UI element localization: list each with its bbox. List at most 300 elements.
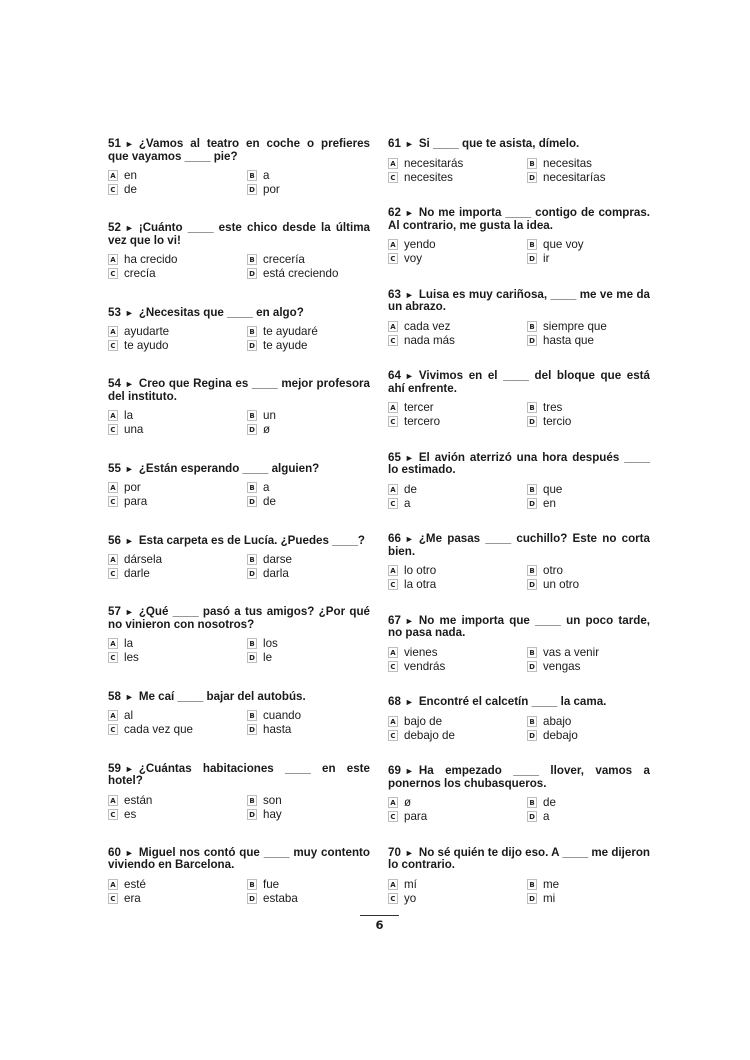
option-text: me bbox=[543, 877, 560, 891]
option-a[interactable] bbox=[388, 401, 527, 414]
option-letter-box: A bbox=[388, 402, 398, 413]
question-58 bbox=[108, 691, 370, 737]
option-letter-box: C bbox=[388, 335, 398, 346]
option-text: los bbox=[263, 637, 278, 651]
option-letter-box: B bbox=[527, 797, 537, 808]
option-d[interactable] bbox=[527, 171, 650, 184]
option-letter-box: C bbox=[388, 893, 398, 904]
question-stem bbox=[108, 535, 370, 548]
option-c[interactable] bbox=[108, 183, 247, 196]
option-text: necesitas bbox=[543, 156, 592, 170]
question-stem bbox=[108, 763, 370, 788]
arrow-right-icon: ► bbox=[404, 766, 414, 777]
option-a[interactable] bbox=[108, 794, 247, 807]
question-text: El avión aterrizó una hora después ____ lo estimado. bbox=[388, 450, 650, 477]
option-text: están bbox=[124, 793, 153, 807]
option-letter-box: D bbox=[527, 498, 537, 509]
question-text: ¿Me pasas ____ cuchillo? Este no corta bien. bbox=[388, 532, 650, 558]
arrow-right-icon: ► bbox=[124, 223, 134, 234]
option-text: son bbox=[263, 793, 282, 807]
option-d[interactable] bbox=[247, 808, 370, 821]
option-text: para bbox=[404, 810, 428, 824]
question-number: 54 bbox=[108, 377, 121, 391]
option-text: que voy bbox=[543, 238, 584, 252]
question-number: 70 bbox=[388, 845, 401, 859]
question-70 bbox=[388, 847, 650, 905]
option-text: voy bbox=[404, 252, 423, 266]
question-66 bbox=[388, 533, 650, 591]
option-d[interactable] bbox=[247, 267, 370, 280]
option-text: era bbox=[124, 891, 141, 905]
question-number: 61 bbox=[388, 137, 401, 150]
question-number: 62 bbox=[388, 206, 401, 220]
arrow-right-icon: ► bbox=[404, 615, 414, 626]
option-letter-box: C bbox=[388, 661, 398, 672]
question-text: Luisa es muy cariñosa, ____ me ve me da un abrazo. bbox=[388, 287, 650, 314]
option-text: hasta que bbox=[543, 333, 594, 347]
left-column bbox=[108, 138, 370, 905]
option-text: dársela bbox=[124, 553, 163, 567]
question-number: 58 bbox=[108, 689, 121, 703]
option-a[interactable] bbox=[108, 481, 247, 494]
option-c[interactable] bbox=[108, 892, 247, 905]
option-letter-box: C bbox=[388, 253, 398, 264]
option-a[interactable] bbox=[388, 320, 527, 333]
option-text: estaba bbox=[263, 891, 298, 905]
option-a[interactable] bbox=[108, 325, 247, 338]
option-letter-box: B bbox=[527, 239, 537, 250]
option-c[interactable] bbox=[108, 808, 247, 821]
question-59 bbox=[108, 763, 370, 821]
option-c[interactable] bbox=[108, 339, 247, 352]
option-text: al bbox=[124, 709, 134, 723]
option-letter-box: A bbox=[108, 254, 118, 265]
arrow-right-icon: ► bbox=[124, 763, 134, 774]
option-text: darla bbox=[263, 567, 289, 581]
option-letter-box: D bbox=[527, 893, 537, 904]
option-b[interactable] bbox=[247, 169, 370, 182]
question-stem bbox=[108, 222, 370, 247]
option-letter-box: A bbox=[388, 565, 398, 576]
option-b[interactable] bbox=[247, 709, 370, 722]
option-d[interactable] bbox=[527, 810, 650, 823]
option-d[interactable] bbox=[527, 252, 650, 265]
option-d[interactable] bbox=[247, 651, 370, 664]
option-text: les bbox=[124, 651, 139, 665]
answer-options bbox=[388, 646, 650, 673]
option-letter-box: B bbox=[247, 554, 257, 565]
option-text: ayudarte bbox=[124, 325, 170, 339]
option-c[interactable] bbox=[108, 423, 247, 436]
arrow-right-icon: ► bbox=[404, 208, 414, 219]
answer-options bbox=[388, 238, 650, 265]
option-a[interactable] bbox=[108, 553, 247, 566]
option-text: por bbox=[124, 481, 141, 495]
option-text: cuando bbox=[263, 709, 302, 723]
option-letter-box: D bbox=[247, 652, 257, 663]
answer-options bbox=[108, 253, 370, 280]
option-letter-box: D bbox=[247, 424, 257, 435]
question-number: 56 bbox=[108, 533, 121, 547]
option-text: le bbox=[263, 651, 273, 665]
question-number: 69 bbox=[388, 764, 401, 778]
option-a[interactable] bbox=[108, 709, 247, 722]
option-letter-box: C bbox=[108, 568, 118, 579]
question-stem bbox=[108, 378, 370, 403]
option-letter-box: A bbox=[388, 239, 398, 250]
question-text: Ha empezado ____ llover, vamos a ponernos los chubasqueros. bbox=[388, 764, 650, 790]
option-d[interactable] bbox=[527, 729, 650, 742]
arrow-right-icon: ► bbox=[404, 847, 414, 858]
question-number: 55 bbox=[108, 461, 121, 475]
option-a[interactable] bbox=[388, 157, 527, 170]
option-b[interactable] bbox=[527, 878, 650, 891]
option-text: mi bbox=[543, 891, 556, 905]
option-d[interactable] bbox=[247, 339, 370, 352]
question-number: 66 bbox=[388, 532, 401, 546]
question-56 bbox=[108, 535, 370, 581]
option-text: vendrás bbox=[404, 659, 446, 673]
option-letter-box: B bbox=[247, 482, 257, 493]
option-d[interactable] bbox=[247, 892, 370, 905]
question-stem bbox=[108, 606, 370, 631]
page-number: 6 bbox=[375, 918, 384, 932]
option-letter-box: D bbox=[247, 184, 257, 195]
arrow-right-icon: ► bbox=[404, 371, 414, 382]
option-letter-box: B bbox=[527, 716, 537, 727]
option-text: de bbox=[543, 796, 556, 810]
option-b[interactable] bbox=[247, 794, 370, 807]
question-number: 64 bbox=[388, 369, 401, 383]
option-letter-box: B bbox=[527, 484, 537, 495]
option-text: por bbox=[263, 183, 280, 196]
option-letter-box: A bbox=[108, 879, 118, 890]
option-text: fue bbox=[263, 877, 280, 891]
option-c[interactable] bbox=[388, 252, 527, 265]
option-a[interactable] bbox=[388, 715, 527, 728]
option-d[interactable] bbox=[527, 415, 650, 428]
arrow-right-icon: ► bbox=[124, 379, 134, 390]
option-d[interactable] bbox=[527, 578, 650, 591]
option-b[interactable] bbox=[247, 325, 370, 338]
question-52 bbox=[108, 222, 370, 280]
answer-options bbox=[108, 878, 370, 905]
option-text: debajo bbox=[543, 728, 578, 742]
option-letter-box: D bbox=[527, 661, 537, 672]
question-69 bbox=[388, 765, 650, 823]
option-letter-box: B bbox=[527, 879, 537, 890]
question-text: Encontré el calcetín ____ la cama. bbox=[418, 695, 607, 709]
question-text: No me importa que ____ un poco tarde, no pasa nada. bbox=[388, 613, 650, 640]
option-text: necesitarás bbox=[404, 156, 464, 170]
option-letter-box: B bbox=[247, 170, 257, 181]
arrow-right-icon: ► bbox=[124, 691, 134, 702]
arrow-right-icon: ► bbox=[124, 847, 134, 858]
option-b[interactable] bbox=[527, 238, 650, 251]
option-c[interactable] bbox=[108, 651, 247, 664]
option-text: a bbox=[543, 810, 550, 824]
question-text: ¿Vamos al teatro en coche o prefieres que vayamos ____ pie? bbox=[108, 137, 370, 163]
option-letter-box: A bbox=[388, 647, 398, 658]
question-stem bbox=[388, 138, 650, 151]
question-text: Me caí ____ bajar del autobús. bbox=[138, 689, 306, 703]
option-c[interactable] bbox=[108, 723, 247, 736]
option-letter-box: B bbox=[527, 321, 537, 332]
option-b[interactable] bbox=[247, 481, 370, 494]
option-text: debajo de bbox=[404, 728, 455, 742]
question-number: 59 bbox=[108, 761, 121, 775]
option-a[interactable] bbox=[388, 564, 527, 577]
option-text: un otro bbox=[543, 578, 580, 592]
option-letter-box: A bbox=[108, 638, 118, 649]
option-b[interactable] bbox=[247, 253, 370, 266]
question-text: Creo que Regina es ____ mejor profesora del instituto. bbox=[108, 377, 370, 403]
option-text: cada vez bbox=[404, 319, 451, 333]
option-text: te ayude bbox=[263, 339, 308, 353]
option-d[interactable] bbox=[247, 423, 370, 436]
option-letter-box: C bbox=[108, 340, 118, 351]
option-letter-box: D bbox=[527, 579, 537, 590]
answer-options bbox=[388, 564, 650, 591]
option-text: otro bbox=[543, 564, 563, 578]
question-65 bbox=[388, 452, 650, 510]
option-d[interactable] bbox=[527, 334, 650, 347]
option-text: nada más bbox=[404, 333, 455, 347]
footer-rule bbox=[360, 915, 399, 916]
option-letter-box: A bbox=[108, 170, 118, 181]
option-c[interactable] bbox=[388, 892, 527, 905]
option-c[interactable] bbox=[108, 267, 247, 280]
option-text: ø bbox=[404, 796, 412, 810]
option-c[interactable] bbox=[388, 171, 527, 184]
question-text: Vivimos en el ____ del bloque que está ahí enfrente. bbox=[388, 369, 650, 395]
option-letter-box: C bbox=[108, 424, 118, 435]
option-text: tercio bbox=[543, 415, 572, 429]
option-letter-box: C bbox=[108, 496, 118, 507]
option-a[interactable] bbox=[108, 253, 247, 266]
option-a[interactable] bbox=[388, 878, 527, 891]
option-letter-box: B bbox=[247, 795, 257, 806]
option-a[interactable] bbox=[108, 637, 247, 650]
option-letter-box: D bbox=[247, 893, 257, 904]
option-b[interactable] bbox=[527, 564, 650, 577]
option-a[interactable] bbox=[388, 238, 527, 251]
answer-options bbox=[388, 401, 650, 428]
question-number: 53 bbox=[108, 305, 121, 319]
option-c[interactable] bbox=[108, 567, 247, 580]
option-text: te ayudaré bbox=[263, 325, 318, 339]
option-c[interactable] bbox=[388, 660, 527, 673]
answer-options bbox=[388, 878, 650, 905]
option-d[interactable] bbox=[527, 660, 650, 673]
question-stem bbox=[388, 289, 650, 314]
question-60 bbox=[108, 847, 370, 905]
question-stem bbox=[388, 765, 650, 790]
option-text: una bbox=[124, 423, 144, 437]
question-54 bbox=[108, 378, 370, 436]
option-text: crecía bbox=[124, 267, 156, 281]
option-text: la bbox=[124, 409, 134, 423]
option-text: yo bbox=[404, 891, 417, 905]
option-letter-box: D bbox=[527, 335, 537, 346]
option-a[interactable] bbox=[388, 796, 527, 809]
option-a[interactable] bbox=[388, 646, 527, 659]
question-stem bbox=[108, 307, 370, 320]
option-letter-box: A bbox=[388, 716, 398, 727]
question-stem bbox=[108, 691, 370, 704]
option-b[interactable] bbox=[527, 715, 650, 728]
option-letter-box: B bbox=[247, 879, 257, 890]
option-text: de bbox=[404, 482, 417, 496]
option-text: mí bbox=[404, 877, 417, 891]
option-text: vienes bbox=[404, 645, 438, 659]
arrow-right-icon: ► bbox=[404, 289, 414, 300]
option-letter-box: B bbox=[247, 710, 257, 721]
option-c[interactable] bbox=[388, 334, 527, 347]
question-stem bbox=[108, 138, 370, 163]
option-d[interactable] bbox=[527, 892, 650, 905]
answer-options bbox=[388, 715, 650, 742]
option-letter-box: A bbox=[108, 710, 118, 721]
option-text: tres bbox=[543, 401, 563, 415]
question-number: 52 bbox=[108, 221, 121, 235]
question-51 bbox=[108, 138, 370, 196]
option-b[interactable] bbox=[247, 409, 370, 422]
option-text: lo otro bbox=[404, 564, 437, 578]
question-text: No sé quién te dijo eso. A ____ me dijeron lo contrario. bbox=[388, 845, 650, 872]
question-text: ¿Están esperando ____ alguien? bbox=[138, 461, 320, 475]
option-letter-box: C bbox=[388, 416, 398, 427]
option-a[interactable] bbox=[108, 878, 247, 891]
answer-options bbox=[108, 794, 370, 821]
option-letter-box: D bbox=[247, 496, 257, 507]
option-letter-box: B bbox=[527, 647, 537, 658]
question-stem bbox=[388, 615, 650, 640]
option-b[interactable] bbox=[527, 401, 650, 414]
answer-options bbox=[388, 157, 650, 184]
option-b[interactable] bbox=[247, 553, 370, 566]
option-c[interactable] bbox=[388, 578, 527, 591]
option-text: ø bbox=[263, 423, 271, 437]
option-d[interactable] bbox=[247, 567, 370, 580]
option-d[interactable] bbox=[527, 497, 650, 510]
arrow-right-icon: ► bbox=[404, 139, 414, 149]
question-stem bbox=[108, 847, 370, 872]
option-letter-box: A bbox=[108, 326, 118, 337]
option-text: tercero bbox=[404, 415, 441, 429]
answer-options bbox=[108, 409, 370, 436]
option-text: te ayudo bbox=[124, 339, 169, 353]
question-text: No me importa ____ contigo de compras. Al contrario, me gusta la idea. bbox=[388, 206, 650, 232]
option-letter-box: D bbox=[247, 724, 257, 735]
answer-options bbox=[388, 320, 650, 347]
option-d[interactable] bbox=[247, 723, 370, 736]
option-text: que bbox=[543, 482, 563, 496]
answer-options bbox=[388, 796, 650, 823]
question-text: Miguel nos contó que ____ muy contento viviendo en Barcelona. bbox=[108, 845, 370, 872]
question-53 bbox=[108, 307, 370, 353]
option-c[interactable] bbox=[388, 497, 527, 510]
option-text: darse bbox=[263, 553, 293, 567]
option-letter-box: C bbox=[388, 730, 398, 741]
option-letter-box: C bbox=[108, 268, 118, 279]
option-letter-box: D bbox=[527, 253, 537, 264]
option-text: un bbox=[263, 409, 276, 423]
option-text: vas a venir bbox=[543, 645, 600, 659]
option-letter-box: C bbox=[388, 811, 398, 822]
option-text: yendo bbox=[404, 238, 436, 252]
question-62 bbox=[388, 207, 650, 265]
option-letter-box: A bbox=[388, 797, 398, 808]
question-text: Esta carpeta es de Lucía. ¿Puedes ____? bbox=[138, 533, 366, 547]
option-b[interactable] bbox=[247, 878, 370, 891]
option-text: para bbox=[124, 495, 148, 509]
arrow-right-icon: ► bbox=[404, 534, 414, 545]
option-text: cada vez que bbox=[124, 723, 193, 737]
option-text: la bbox=[124, 637, 134, 651]
option-d[interactable] bbox=[247, 495, 370, 508]
option-letter-box: B bbox=[527, 402, 537, 413]
option-c[interactable] bbox=[388, 415, 527, 428]
option-b[interactable] bbox=[527, 646, 650, 659]
option-b[interactable] bbox=[527, 157, 650, 170]
option-d[interactable] bbox=[247, 183, 370, 196]
option-text: bajo de bbox=[404, 714, 443, 728]
option-text: está creciendo bbox=[263, 267, 339, 281]
question-number: 65 bbox=[388, 450, 401, 464]
question-number: 57 bbox=[108, 605, 121, 619]
option-letter-box: A bbox=[108, 795, 118, 806]
option-text: vengas bbox=[543, 659, 581, 673]
option-text: a bbox=[263, 481, 270, 495]
arrow-right-icon: ► bbox=[124, 463, 134, 474]
option-letter-box: A bbox=[108, 410, 118, 421]
option-a[interactable] bbox=[388, 483, 527, 496]
option-c[interactable] bbox=[108, 495, 247, 508]
option-b[interactable] bbox=[527, 483, 650, 496]
question-stem bbox=[388, 696, 650, 709]
answer-options bbox=[108, 709, 370, 736]
option-text: ir bbox=[543, 252, 550, 266]
option-text: es bbox=[124, 807, 137, 821]
option-c[interactable] bbox=[388, 810, 527, 823]
question-57 bbox=[108, 606, 370, 664]
option-b[interactable] bbox=[527, 796, 650, 809]
option-text: necesites bbox=[404, 170, 453, 184]
option-text: a bbox=[404, 496, 411, 510]
answer-options bbox=[108, 169, 370, 196]
option-a[interactable] bbox=[108, 169, 247, 182]
option-letter-box: C bbox=[108, 809, 118, 820]
question-61 bbox=[388, 138, 650, 184]
option-text: en bbox=[543, 496, 556, 510]
option-letter-box: D bbox=[527, 730, 537, 741]
question-number: 60 bbox=[108, 845, 121, 859]
option-c[interactable] bbox=[388, 729, 527, 742]
question-text: ¿Necesitas que ____ en algo? bbox=[138, 305, 304, 319]
option-a[interactable] bbox=[108, 409, 247, 422]
option-letter-box: C bbox=[388, 579, 398, 590]
answer-options bbox=[108, 325, 370, 352]
answer-options bbox=[108, 553, 370, 580]
option-b[interactable] bbox=[527, 320, 650, 333]
option-letter-box: C bbox=[388, 498, 398, 509]
option-letter-box: C bbox=[108, 652, 118, 663]
option-b[interactable] bbox=[247, 637, 370, 650]
option-text: en bbox=[124, 169, 137, 182]
option-letter-box: A bbox=[388, 879, 398, 890]
option-text: darle bbox=[124, 567, 150, 581]
